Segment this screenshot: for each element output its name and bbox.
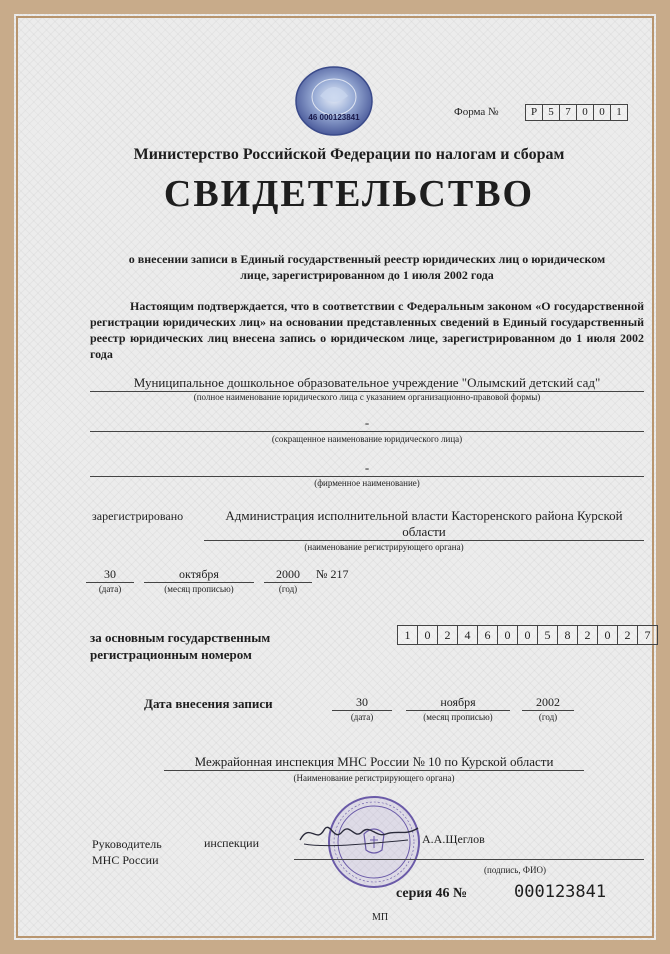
document-title: СВИДЕТЕЛЬСТВО [163, 173, 535, 215]
entry-year-caption: (год) [538, 712, 558, 722]
ogrn-digit: 2 [577, 625, 598, 645]
entity-full-name: Муниципальное дошкольное образовательное учреждение "Олымский детский сад" [90, 375, 644, 392]
signatory-role [92, 836, 162, 868]
entity-brand-name: - [90, 460, 644, 477]
form-cell: 0 [593, 104, 611, 121]
entity-short-name-caption: (сокращенное наименование юридического лица) [271, 434, 463, 444]
subtitle-line: лице, зарегистрированном до 1 июля 2002 года [240, 268, 494, 282]
hologram-serial: 46 000123841 [308, 113, 360, 122]
entity-short-name: - [90, 415, 644, 432]
ogrn-digit: 2 [437, 625, 458, 645]
registration-day-caption: (дата) [98, 584, 122, 594]
ogrn-digit: 7 [637, 625, 658, 645]
subtitle-line: о внесении записи в Единый государственный реестр юридических лиц о юридическом [128, 252, 606, 266]
authority-line: области [204, 524, 644, 541]
ogrn-label-line: за основным государственным [90, 630, 271, 645]
ogrn-digit: 6 [477, 625, 498, 645]
ogrn-label [90, 629, 270, 663]
ogrn-digit: 1 [397, 625, 418, 645]
registration-year: 2000 [264, 567, 312, 583]
series-label: серия 46 № [396, 886, 468, 901]
entry-month: ноября [406, 695, 510, 711]
registering-authority [204, 508, 644, 541]
ogrn-label-line: регистрационным номером [90, 647, 252, 662]
registered-label: зарегистрировано [92, 509, 184, 523]
ogrn-cells [398, 625, 658, 645]
entry-day-caption: (дата) [350, 712, 374, 722]
form-label: Форма № [454, 106, 499, 118]
ministry-name: Министерство Российской Федерации по налогам и сборам [133, 146, 565, 163]
entity-brand-name-caption: (фирменное наименование) [314, 478, 420, 488]
registering-authority-caption: (наименование регистрирующего органа) [304, 542, 464, 552]
entry-date-label: Дата внесения записи [144, 696, 273, 711]
ogrn-digit: 2 [617, 625, 638, 645]
signature-graphic [296, 814, 422, 854]
signatory-role-middle: инспекции [204, 836, 260, 850]
registration-number: № 217 [316, 567, 349, 581]
inspection-caption: (Наименование регистрирующего органа) [293, 773, 455, 783]
series-number: 000123841 [514, 882, 607, 902]
registration-month-caption: (месяц прописью) [164, 584, 234, 594]
signatory-role-line: МНС России [92, 853, 159, 867]
confirmation-paragraph: Настоящим подтверждается, что в соответствии с Федеральным законом «О государственной регистрации юридических лиц» на основании представленных сведений в Единый государственный реестр юридических лиц внесена запись о юридическом лице, зарегистрированном до 1 июля 2002 года [90, 299, 644, 361]
registration-year-caption: (год) [278, 584, 298, 594]
ogrn-digit: 5 [537, 625, 558, 645]
document-subtitle [94, 251, 640, 283]
inspection-name: Межрайонная инспекция МНС России № 10 по Курской области [164, 754, 584, 771]
ogrn-digit: 8 [557, 625, 578, 645]
authority-line: Администрация исполнительной власти Касторенского района Курской [225, 508, 623, 523]
ogrn-digit: 4 [457, 625, 478, 645]
entry-month-caption: (месяц прописью) [423, 712, 493, 722]
form-cell: 0 [576, 104, 594, 121]
registration-day: 30 [86, 567, 134, 583]
registration-month: октября [144, 567, 254, 583]
ogrn-digit: 0 [417, 625, 438, 645]
form-cell: 1 [610, 104, 628, 121]
form-cell: 7 [559, 104, 577, 121]
form-cell: Р [525, 104, 543, 121]
form-cell: 5 [542, 104, 560, 121]
signature-caption: (подпись, ФИО) [484, 865, 546, 875]
hologram-emblem [286, 64, 382, 138]
entry-year: 2002 [522, 695, 574, 711]
entity-full-name-caption: (полное наименование юридического лица с указанием организационно-правовой формы) [193, 392, 541, 402]
form-number-cells [526, 104, 628, 121]
ogrn-digit: 0 [517, 625, 538, 645]
ogrn-digit: 0 [597, 625, 618, 645]
signatory-name: А.А.Щеглов [422, 832, 485, 846]
signature-line [294, 859, 644, 860]
ogrn-digit: 0 [497, 625, 518, 645]
signatory-role-line: Руководитель [92, 837, 162, 851]
stamp-place-label: МП [372, 912, 389, 923]
entry-day: 30 [332, 695, 392, 711]
